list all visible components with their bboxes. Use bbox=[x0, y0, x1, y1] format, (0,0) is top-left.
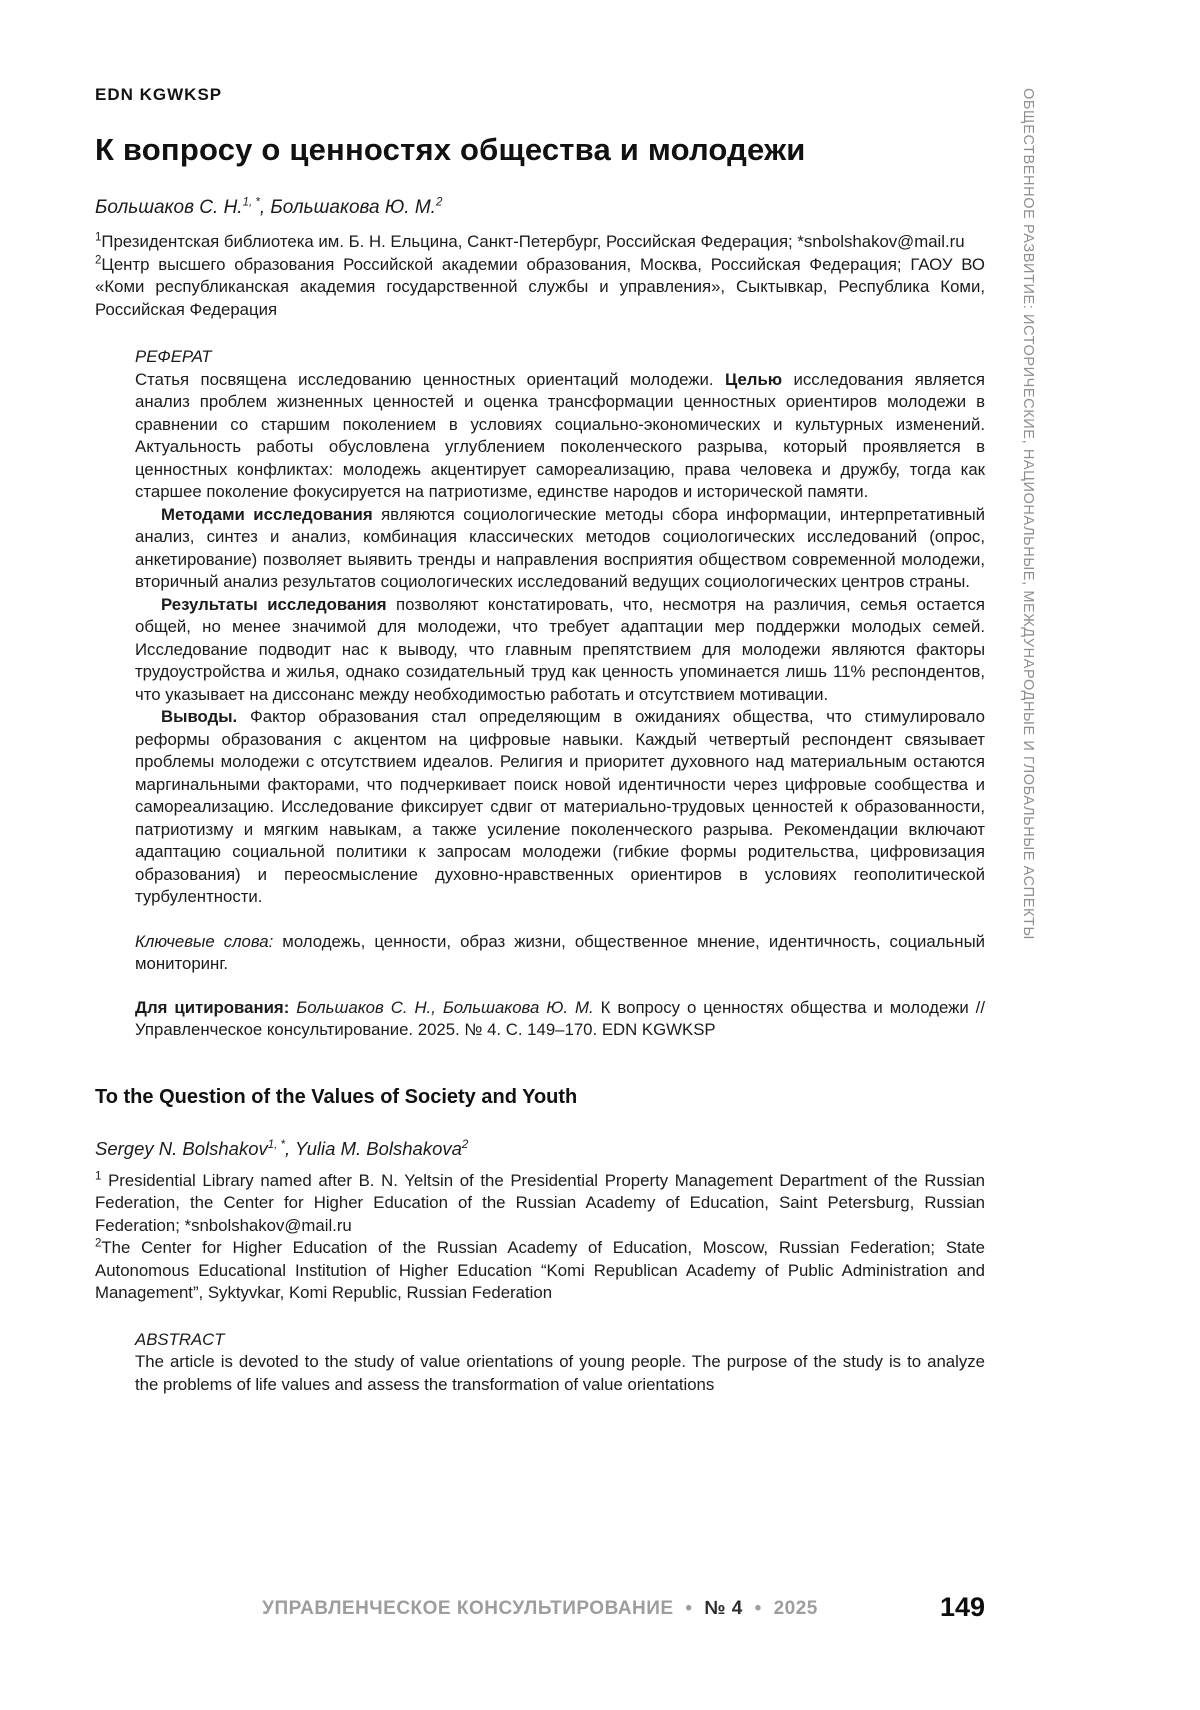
paragraph-bold-lead: Методами исследования bbox=[161, 504, 373, 524]
affiliation-text-en-1: Presidential Library named after B. N. Yeltsin of the Presidential Property Management Department of the Russian Federation, the Center for Higher Education of the Russian Academy of Education, Saint Petersburg, Russian Federation; *snbolshakov@mail.ru bbox=[95, 1170, 985, 1235]
abstract-paragraph-3-ru bbox=[135, 594, 985, 707]
paragraph-text: являются социологические методы сбора информации, интерпретативный анализ, синтез и анализ, комбинация классических методов социологических исследований (опрос, анкетирование) позволяет выявить тренды и направления восприятия обществом современной молодежи, вторичный анализ результатов социологических исследований ведущих социологических центров страны. bbox=[135, 504, 985, 591]
affiliation-marker-ru-1: 1 bbox=[95, 231, 102, 244]
paragraph-text: Статья посвящена исследованию ценностных ориентаций молодежи. bbox=[135, 369, 725, 389]
author-name-2-en: Yulia M. Bolshakova bbox=[294, 1137, 462, 1159]
authors-line-en bbox=[95, 1138, 985, 1160]
abstract-block-en bbox=[135, 1329, 985, 1397]
affiliation-text-ru-1: Президентская библиотека им. Б. Н. Ельцина, Санкт-Петербург, Российская Федерация; *snbolshakov@mail.ru bbox=[101, 232, 965, 251]
author-superscript-1-ru: 1, * bbox=[242, 196, 260, 209]
footer-journal-line bbox=[95, 1592, 985, 1620]
author-name-2-ru: Большакова Ю. М. bbox=[270, 197, 436, 218]
paragraph-bold-lead: Выводы. bbox=[161, 707, 238, 726]
author-name-1-en: Sergey N. Bolshakov bbox=[95, 1137, 268, 1159]
affiliations-en bbox=[95, 1170, 985, 1305]
article-title-ru: К вопросу о ценностях общества и молодежи bbox=[95, 132, 806, 167]
author-superscript-2-ru: 2 bbox=[435, 196, 443, 209]
edn-code: EDN KGWKSP bbox=[95, 85, 223, 104]
journal-name: УПРАВЛЕНЧЕСКОЕ КОНСУЛЬТИРОВАНИЕ bbox=[262, 1598, 674, 1619]
keywords-line bbox=[135, 931, 985, 976]
article-title-en: To the Question of the Values of Society and Youth bbox=[95, 1085, 578, 1108]
affiliation-ru-2 bbox=[95, 254, 985, 322]
abstract-paragraph-en: The article is devoted to the study of value orientations of young people. The purpose of the study is to analyze the problems of life values and assess the transformation of value orientations bbox=[135, 1352, 985, 1394]
affiliation-marker-ru-2: 2 bbox=[95, 253, 102, 266]
paragraph-bold-lead: Целью bbox=[724, 369, 783, 389]
abstract-paragraph-1-ru bbox=[135, 369, 985, 504]
footer-separator-1: • bbox=[685, 1598, 693, 1619]
footer-year: 2025 bbox=[773, 1598, 818, 1619]
abstract-label-ru: РЕФЕРАТ bbox=[135, 347, 212, 366]
abstract-paragraph-2-ru bbox=[135, 504, 985, 594]
citation-authors: Большаков С. Н., Большакова Ю. М. bbox=[289, 997, 594, 1017]
affiliation-marker-en-2: 2 bbox=[95, 1237, 102, 1250]
affiliation-en-1 bbox=[95, 1170, 985, 1238]
footer-separator-2: • bbox=[754, 1598, 762, 1619]
citation-text: К вопросу о ценностях общества и молодежи // Управленческое консультирование. 2025. № 4. С. 149–170. EDN KGWKSP bbox=[135, 997, 985, 1039]
citation-line bbox=[135, 997, 985, 1042]
author-name-1-ru: Большаков С. Н. bbox=[95, 197, 243, 218]
keywords-label: Ключевые слова: bbox=[135, 931, 274, 951]
abstract-label-en: ABSTRACT bbox=[135, 1329, 225, 1349]
author-separator-en: , bbox=[285, 1137, 295, 1159]
issue-number: № 4 bbox=[704, 1598, 743, 1619]
paragraph-bold-lead: Результаты исследования bbox=[161, 594, 387, 614]
page-footer bbox=[95, 1592, 985, 1632]
abstract-block-ru bbox=[135, 346, 985, 1042]
affiliation-marker-en-1: 1 bbox=[95, 1169, 102, 1182]
affiliation-ru-1 bbox=[95, 231, 985, 254]
paragraph-text: исследования является анализ проблем жизненных ценностей и оценка трансформации ценностных ориентиров молодежи в сравнении со старшим поколением в условиях социально-экономических и культурных изменений. Актуальность работы обусловлена углублением поколенческого разрыва, который проявляется в ценностных конфликтах: молодежь акцентирует самореализацию, права человека и дружбу, тогда как старшее поколение фокусируется на патриотизме, единстве народов и исторической памяти. bbox=[135, 369, 985, 501]
section-title-vertical: ОБЩЕСТВЕННОЕ РАЗВИТИЕ: ИСТОРИЧЕСКИЕ, НАЦИОНАЛЬНЫЕ, МЕЖДУНАРОДНЫЕ И ГЛОБАЛЬНЫЕ АСПЕКТЫ bbox=[1020, 88, 1036, 940]
affiliation-text-ru-2: Центр высшего образования Российской академии образования, Москва, Российская Федерация; ГАОУ ВО «Коми республиканская академия государственной службы и управления», Сыктывкар, Республика Коми, Российская Федерация bbox=[95, 254, 985, 319]
paragraph-text: позволяют констатировать, что, несмотря на различия, семья остается общей, но менее значимой для молодежи, что требует адаптации мер поддержки молодых семей. Исследование подводит нас к выводу, что главным препятствием для молодежи являются факторы трудоустройства и жилья, однако созидательный труд как ценность упоминается лишь 11% респондентов, что указывает на диссонанс между необходимостью работать и отсутствием мотивации. bbox=[135, 594, 985, 704]
author-superscript-1-en: 1, * bbox=[267, 1138, 286, 1151]
authors-line-ru bbox=[95, 197, 985, 219]
keywords-text: молодежь, ценности, образ жизни, общественное мнение, идентичность, социальный мониторинг. bbox=[135, 931, 986, 973]
page-number: 149 bbox=[939, 1592, 985, 1622]
affiliation-en-2 bbox=[95, 1237, 985, 1305]
article-content bbox=[95, 85, 985, 1396]
paragraph-text: Фактор образования стал определяющим в ожиданиях общества, что стимулировало реформы образования с акцентом на цифровые навыки. Каждый четвертый респондент связывает проблемы молодежи с отсутствием идеалов. Религия и приоритет духовного над материальным остаются маргинальными факторами, что подчеркивает поиск новой идентичности через цифровые сообщества и самореализацию. Исследование фиксирует сдвиг от материально-трудовых ценностей к образованности, патриотизму и мягким навыкам, а также усиление поколенческого разрыва. Рекомендации включают адаптацию социальной политики к запросам молодежи (гибкие формы родительства, цифровизация образования) и переосмысление духовно-нравственных ориентиров в условиях геополитической турбулентности. bbox=[135, 707, 985, 906]
citation-label: Для цитирования: bbox=[135, 997, 290, 1017]
author-separator-ru: , bbox=[259, 197, 271, 218]
author-superscript-2-en: 2 bbox=[461, 1138, 469, 1151]
abstract-paragraph-4-ru bbox=[135, 706, 985, 909]
affiliation-text-en-2: The Center for Higher Education of the Russian Academy of Education, Moscow, Russian Federation; State Autonomous Educational Institution of Higher Education “Komi Republican Academy of Public Administration and Management”, Syktyvkar, Komi Republic, Russian Federation bbox=[95, 1238, 985, 1302]
